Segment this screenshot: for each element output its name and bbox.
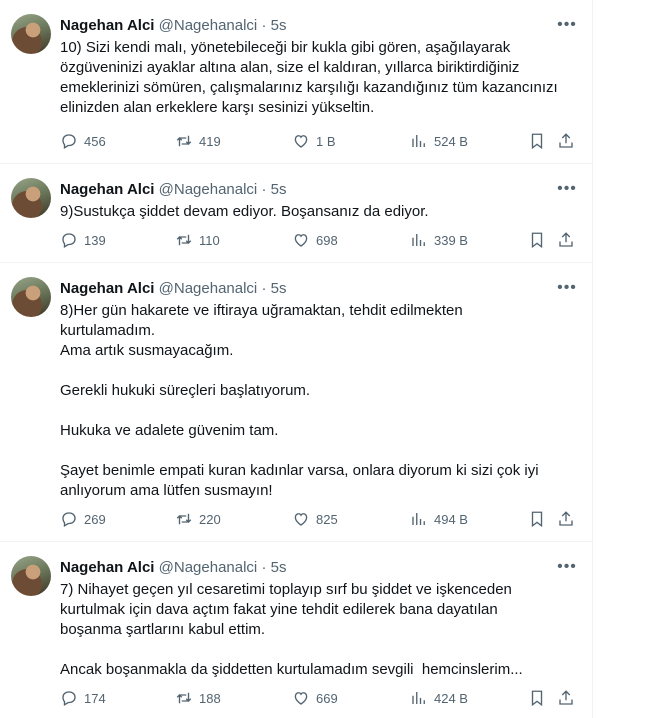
like-button[interactable] <box>292 688 338 708</box>
like-count: 669 <box>316 690 338 706</box>
share-button[interactable] <box>557 230 575 250</box>
heart-icon <box>292 689 310 707</box>
timestamp[interactable]: 5s <box>270 181 287 198</box>
tweet-text: 10) Sizi kendi malı, yönetebileceği bir kukla gibi gören, aşağılayarak özgüveninizi ayaklar altına alan, size el kaldıran, yıllarca biriktirdiğiniz emeklerinizi sömüren, çalışmalarınız karşılığı kazandığınız tüm kazancınızı elinizden alan erkeklere karşı sesinizi yükseltin. <box>60 39 558 116</box>
author-handle[interactable]: @Nagehanalci <box>158 181 258 198</box>
tweet[interactable] <box>0 263 592 542</box>
views-count: 339 B <box>434 232 468 248</box>
author-name[interactable]: Nagehan Alci <box>60 280 155 297</box>
views-count: 424 B <box>434 690 468 706</box>
views-icon <box>410 231 428 249</box>
reply-button[interactable] <box>60 688 106 708</box>
separator-dot: · <box>261 559 267 576</box>
share-icon <box>557 132 575 150</box>
bookmark-icon <box>528 510 546 528</box>
retweet-button[interactable] <box>175 131 221 151</box>
author-handle[interactable]: @Nagehanalci <box>158 559 258 576</box>
like-button[interactable] <box>292 509 338 529</box>
retweet-button[interactable] <box>175 688 221 708</box>
author-handle[interactable]: @Nagehanalci <box>158 280 258 297</box>
share-button[interactable] <box>557 509 575 529</box>
retweet-icon <box>175 132 193 150</box>
retweet-count: 188 <box>199 690 221 706</box>
views-button[interactable] <box>410 688 468 708</box>
separator-dot: · <box>261 17 267 34</box>
like-count: 698 <box>316 232 338 248</box>
more-icon[interactable]: ••• <box>557 16 577 33</box>
retweet-icon <box>175 689 193 707</box>
avatar[interactable] <box>11 178 51 218</box>
timestamp[interactable]: 5s <box>270 280 287 297</box>
bookmark-button[interactable] <box>528 509 546 529</box>
avatar[interactable] <box>11 14 51 54</box>
reply-count: 174 <box>84 690 106 706</box>
reply-icon <box>60 132 78 150</box>
separator-dot: · <box>261 181 267 198</box>
bookmark-button[interactable] <box>528 688 546 708</box>
tweet[interactable] <box>0 164 592 263</box>
author-name[interactable]: Nagehan Alci <box>60 559 155 576</box>
bookmark-icon <box>528 231 546 249</box>
avatar[interactable] <box>11 277 51 317</box>
tweet-text: 8)Her gün hakarete ve iftiraya uğramaktan, tehdit edilmekten kurtulamadım. Ama artık susmayacağım. Gerekli hukuki süreçleri başlatıyorum. Hukuka ve adalete güvenim tam. Şayet benimle empati kuran kadınlar varsa, onlara diyorum ki sizi çok iyi anlıyorum ama lütfen susmayın! <box>60 302 539 499</box>
more-icon[interactable]: ••• <box>557 558 577 575</box>
timestamp[interactable]: 5s <box>270 17 287 34</box>
author-name[interactable]: Nagehan Alci <box>60 17 155 34</box>
bookmark-button[interactable] <box>528 131 546 151</box>
action-bar <box>60 230 580 250</box>
retweet-button[interactable] <box>175 230 220 250</box>
tweet-header <box>60 279 286 299</box>
bookmark-button[interactable] <box>528 230 546 250</box>
timestamp[interactable]: 5s <box>270 559 287 576</box>
retweet-count: 419 <box>199 133 221 149</box>
tweet[interactable] <box>0 542 592 718</box>
tweet[interactable] <box>0 0 592 164</box>
reply-count: 456 <box>84 133 106 149</box>
reply-icon <box>60 510 78 528</box>
reply-count: 139 <box>84 232 106 248</box>
author-name[interactable]: Nagehan Alci <box>60 181 155 198</box>
retweet-count: 110 <box>199 232 220 248</box>
views-icon <box>410 132 428 150</box>
like-button[interactable] <box>292 230 338 250</box>
share-button[interactable] <box>557 131 575 151</box>
more-icon[interactable]: ••• <box>557 180 577 197</box>
action-bar <box>60 509 580 529</box>
share-icon <box>557 231 575 249</box>
author-handle[interactable]: @Nagehanalci <box>158 17 258 34</box>
heart-icon <box>292 510 310 528</box>
reply-button[interactable] <box>60 509 106 529</box>
tweet-text: 9)Sustukça şiddet devam ediyor. Boşansanız da ediyor. <box>60 203 429 220</box>
views-button[interactable] <box>410 509 468 529</box>
share-icon <box>557 510 575 528</box>
reply-icon <box>60 231 78 249</box>
tweet-header <box>60 180 286 200</box>
like-count: 825 <box>316 511 338 527</box>
retweet-button[interactable] <box>175 509 221 529</box>
tweet-header <box>60 16 286 36</box>
views-button[interactable] <box>410 131 468 151</box>
share-button[interactable] <box>557 688 575 708</box>
reply-button[interactable] <box>60 131 106 151</box>
reply-button[interactable] <box>60 230 106 250</box>
views-button[interactable] <box>410 230 468 250</box>
views-count: 494 B <box>434 511 468 527</box>
reply-icon <box>60 689 78 707</box>
like-count: 1 B <box>316 133 336 149</box>
bookmark-icon <box>528 689 546 707</box>
views-icon <box>410 689 428 707</box>
avatar[interactable] <box>11 556 51 596</box>
tweet-text: 7) Nihayet geçen yıl cesaretimi toplayıp sırf bu şiddet ve işkenceden kurtulmak için dava açtım fakat yine tehdit edilerek bana dayatılan boşanma şartlarını kabul ettim. Ancak boşanmakla da şiddetten kurtulamadım sevgili hemcinslerim... <box>60 581 523 678</box>
bookmark-icon <box>528 132 546 150</box>
retweet-icon <box>175 231 193 249</box>
action-bar <box>60 131 580 151</box>
heart-icon <box>292 231 310 249</box>
more-icon[interactable]: ••• <box>557 279 577 296</box>
tweet-header <box>60 558 286 578</box>
action-bar <box>60 688 580 708</box>
share-icon <box>557 689 575 707</box>
views-count: 524 B <box>434 133 468 149</box>
retweet-icon <box>175 510 193 528</box>
reply-count: 269 <box>84 511 106 527</box>
retweet-count: 220 <box>199 511 221 527</box>
separator-dot: · <box>261 280 267 297</box>
heart-icon <box>292 132 310 150</box>
views-icon <box>410 510 428 528</box>
like-button[interactable] <box>292 131 336 151</box>
